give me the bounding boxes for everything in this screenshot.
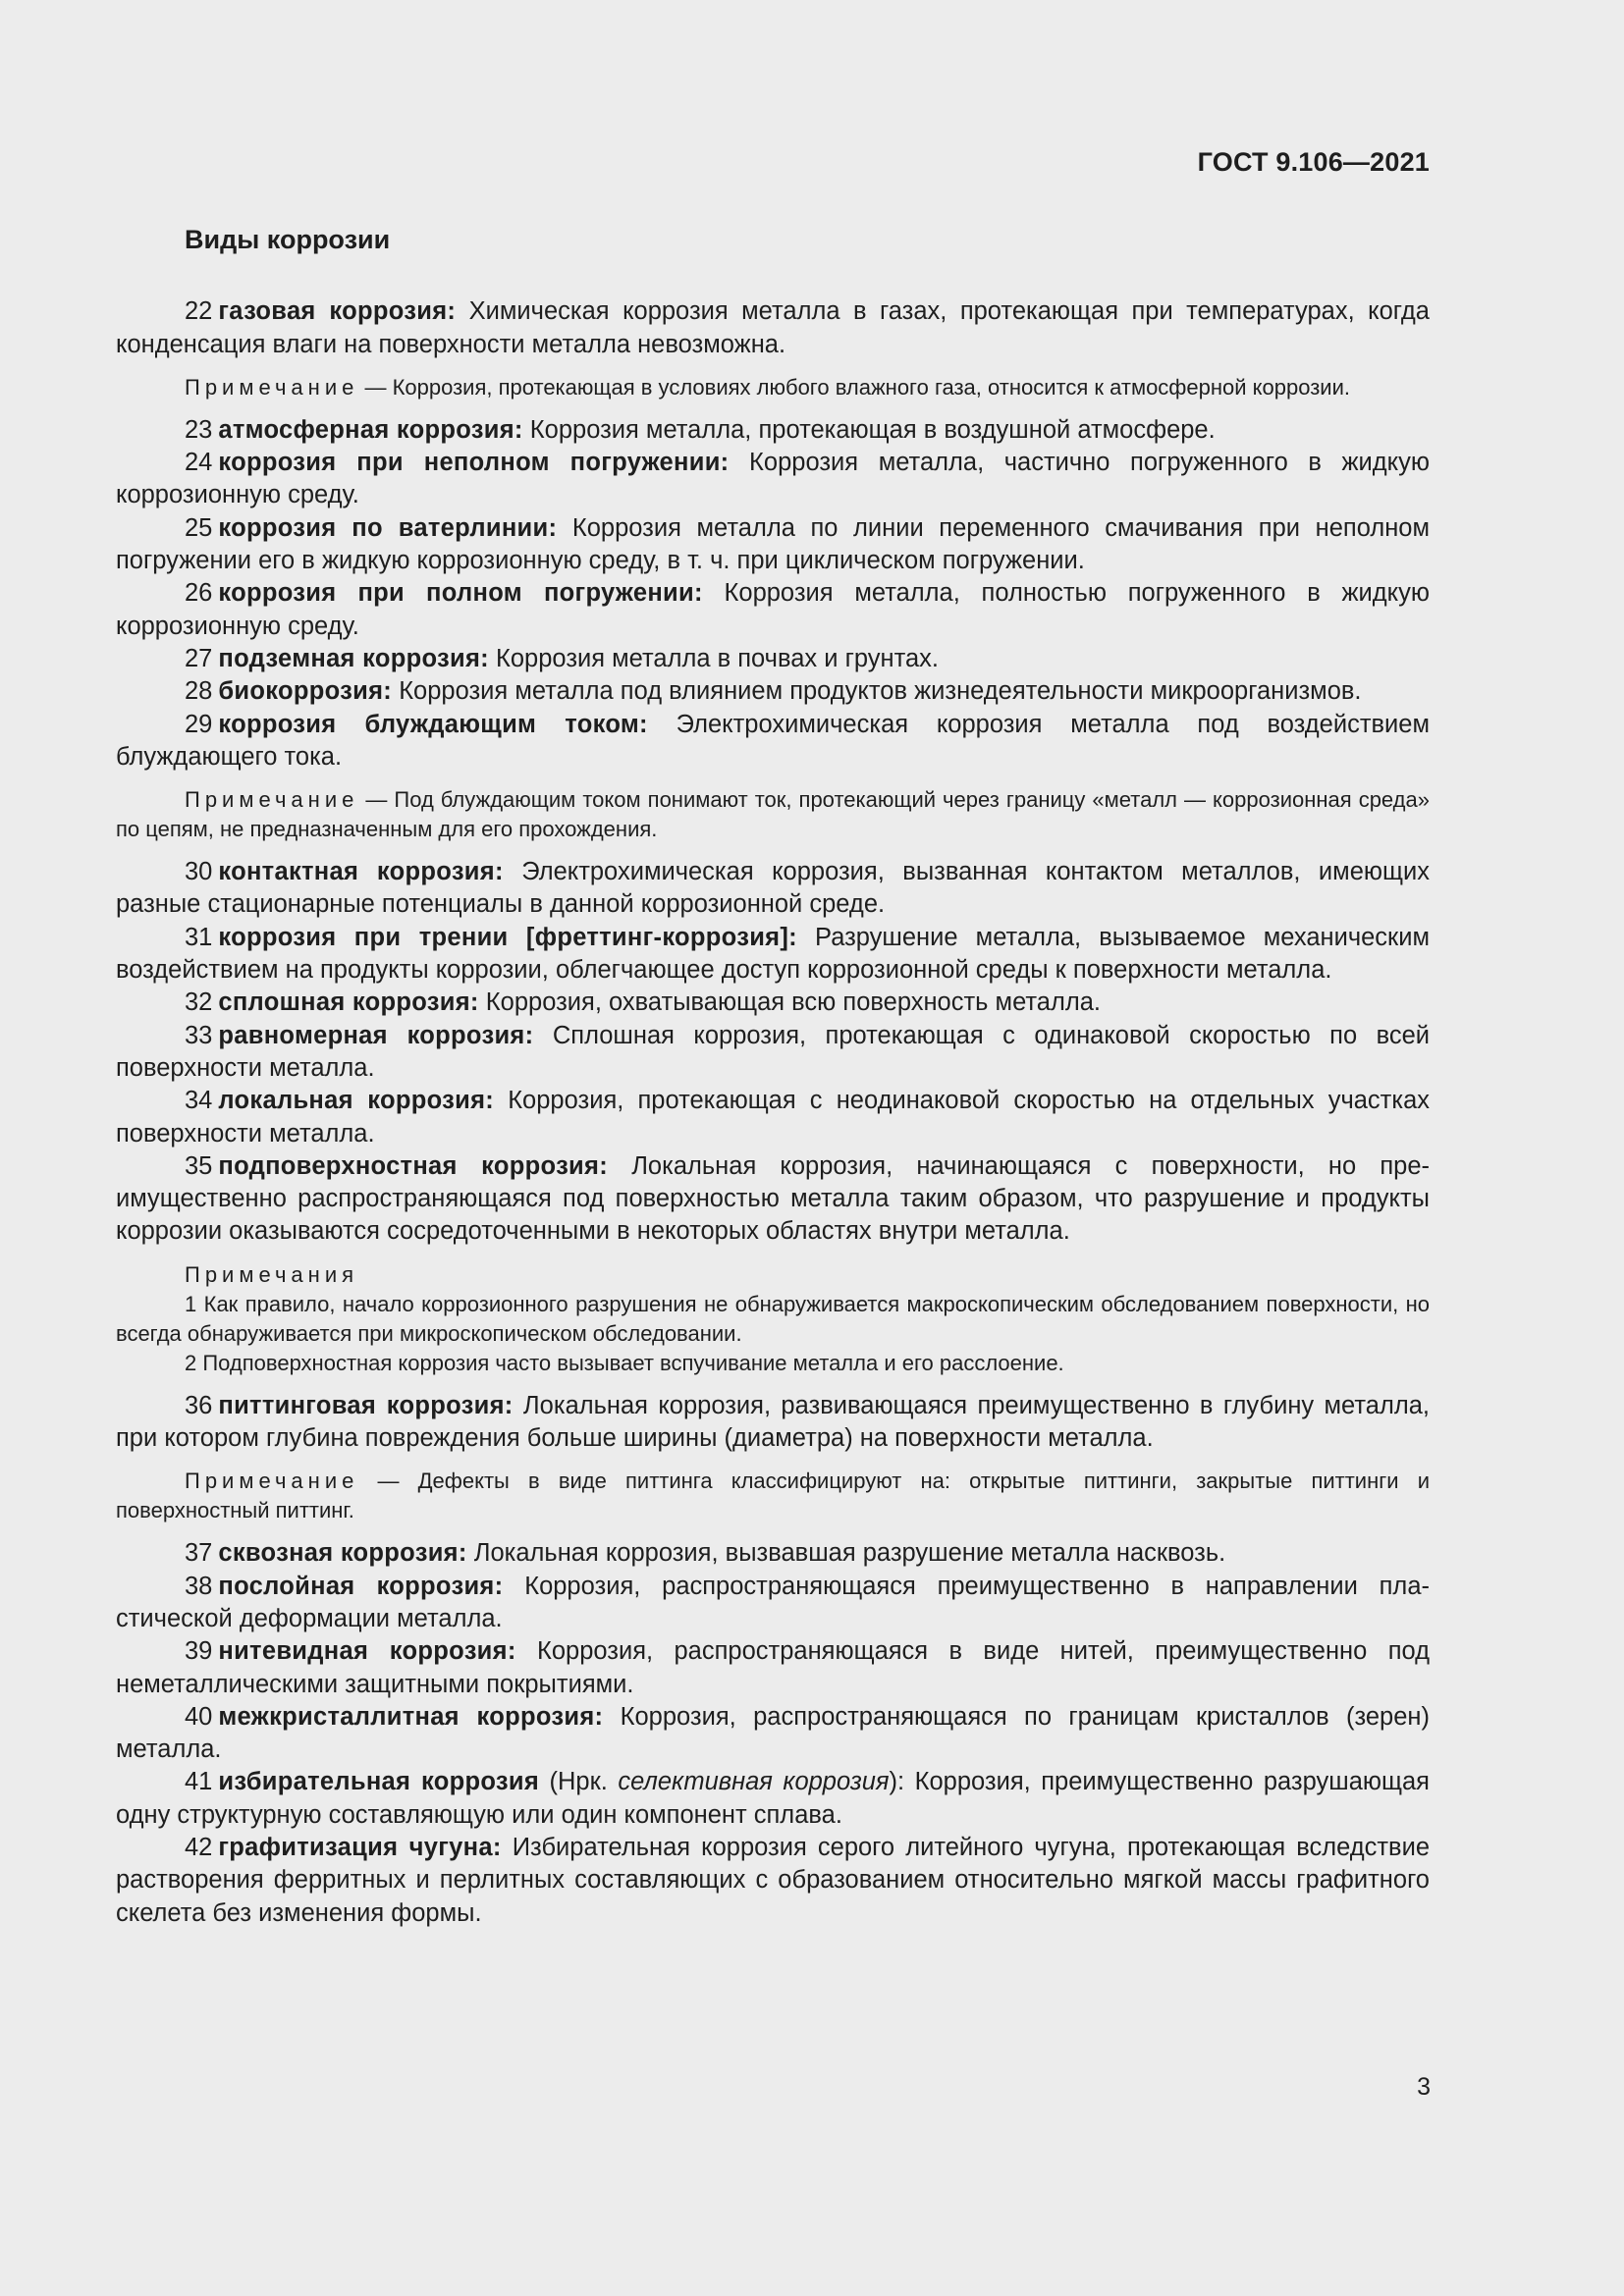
term-deprecated-synonym: селективная коррозия xyxy=(618,1768,890,1796)
term-name: биокоррозия: xyxy=(218,677,393,706)
term-30 xyxy=(116,856,1430,922)
term-34 xyxy=(116,1085,1430,1150)
term-number: 27 xyxy=(185,644,213,672)
term-definition: Коррозия металла, протекающая в воздушной атмосфере. xyxy=(522,415,1216,444)
term-definition: Коррозия металла в почвах и грунтах. xyxy=(488,644,940,672)
term-definition: Сплошная коррозия, протекающая с одинаковой скоростью по всей поверхности металла. xyxy=(116,1021,1430,1082)
term-number: 38 xyxy=(185,1572,213,1600)
term-name: сплошная коррозия: xyxy=(218,988,479,1017)
term-definition: Коррозия металла по линии переменного смачивания при неполном погружении его в жидкую коррозионную среду, в т. ч. при циклическом погружении. xyxy=(116,513,1430,575)
term-number: 36 xyxy=(185,1391,213,1419)
term-32 xyxy=(116,987,1430,1019)
term-number: 41 xyxy=(185,1768,213,1796)
note-item: 1 Как правило, начало коррозионного разрушения не обнаруживается макроскопическим обследованием поверхности, но всегда обнаруживается при микроскопическом обследовании. xyxy=(116,1291,1430,1346)
term-25 xyxy=(116,512,1430,578)
term-number: 37 xyxy=(185,1539,213,1568)
term-number: 22 xyxy=(185,297,213,326)
term-name: коррозия при полном погружении: xyxy=(218,579,703,608)
term-number: 26 xyxy=(185,579,213,608)
term-22 xyxy=(116,295,1430,361)
term-number: 32 xyxy=(185,988,213,1017)
term-definition: Электрохимическая коррозия, вызванная контактом металлов, имеющих разные стационарные потенциалы в данной коррозионной среде. xyxy=(116,858,1430,919)
term-definition: Разрушение металла, вызываемое механическим воздействием на продукты коррозии, облегчающее доступ коррозионной среды к поверхности металла. xyxy=(116,923,1430,985)
term-definition: Коррозия, распространяющаяся преимущественно в направлении пластической деформации металла. xyxy=(116,1572,1430,1632)
term-name: коррозия блуждающим током: xyxy=(218,710,648,738)
term-name: коррозия при неполном погружении: xyxy=(218,449,730,477)
term-name: контактная коррозия: xyxy=(218,858,504,886)
note-text: — Под блуждающим током понимают ток, протекающий через границу «металл — коррозионная среда» по цепям, не предназначенным для его прохождения. xyxy=(116,787,1430,842)
term-29 xyxy=(116,709,1430,774)
term-name: сквозная коррозия: xyxy=(218,1539,467,1568)
term-number: 23 xyxy=(185,415,213,444)
term-number: 29 xyxy=(185,710,213,738)
page-content xyxy=(116,224,1430,1930)
note-label: Примечание xyxy=(185,374,359,400)
page-number: 3 xyxy=(1417,2073,1431,2101)
term-definition: Коррозия металла, частично погруженного в жидкую коррозионную среду. xyxy=(116,449,1430,509)
term-definition: Локальная коррозия, развивающаяся преимущественно в глубину металла, при котором глубина повреждения больше ширины (диаметра) на поверхности металла. xyxy=(116,1391,1430,1453)
term-33 xyxy=(116,1020,1430,1086)
term-name: подповерхностная коррозия: xyxy=(218,1151,609,1180)
note-36 xyxy=(116,1467,1430,1525)
notes-label: Примечания xyxy=(185,1261,359,1287)
term-23 xyxy=(116,414,1430,447)
term-39 xyxy=(116,1635,1430,1701)
term-definition: Коррозия, распространяющаяся в виде нитей, преимущественно под неметаллическими защитными покрытиями. xyxy=(116,1637,1431,1698)
term-name: локальная коррозия: xyxy=(218,1087,495,1115)
term-27 xyxy=(116,643,1430,675)
term-name: послойная коррозия: xyxy=(218,1572,504,1600)
term-26 xyxy=(116,577,1430,643)
note-item: 2 Подповерхностная коррозия часто вызывает вспучивание металла и его расслоение. xyxy=(185,1350,1064,1375)
term-definition: Коррозия металла под влиянием продуктов жизнедеятельности микроорганизмов. xyxy=(392,677,1362,706)
term-number: 39 xyxy=(185,1637,213,1666)
term-number: 24 xyxy=(185,449,213,477)
term-definition: Коррозия, протекающая с неодинаковой скоростью на отдельных участках поверхности металла. xyxy=(116,1087,1430,1148)
term-38 xyxy=(116,1571,1430,1636)
note-label: Примечание xyxy=(185,1468,359,1494)
notes-35 xyxy=(116,1260,1430,1378)
term-42 xyxy=(116,1832,1430,1930)
term-definition: Локальная коррозия, вызвавшая разрушение металла насквозь. xyxy=(466,1539,1226,1568)
term-number: 34 xyxy=(185,1087,213,1115)
note-22 xyxy=(116,373,1430,402)
term-36 xyxy=(116,1390,1430,1456)
term-prefix: (Нрк. xyxy=(539,1768,619,1796)
term-name: атмосферная коррозия: xyxy=(218,415,523,444)
term-name: межкристаллитная коррозия: xyxy=(218,1702,604,1731)
term-name: коррозия по ватерлинии: xyxy=(218,513,558,542)
term-name: подземная коррозия: xyxy=(218,644,489,672)
term-number: 28 xyxy=(185,677,213,706)
term-number: 31 xyxy=(185,923,213,951)
term-28 xyxy=(116,675,1430,708)
term-name: питтинговая коррозия: xyxy=(218,1391,514,1419)
term-name: графитизация чугуна: xyxy=(218,1833,502,1861)
term-40 xyxy=(116,1701,1430,1767)
term-name: газовая коррозия: xyxy=(218,297,457,326)
note-label: Примечание xyxy=(185,787,359,813)
term-name: коррозия при трении [фреттинг-коррозия]: xyxy=(218,923,797,951)
term-definition: Коррозия, распространяющаяся по границам кристаллов (зерен) металла. xyxy=(116,1702,1430,1764)
term-definition: Избирательная коррозия серого литейного чугуна, протекающая вследствие растворения ферритных и перлитных составляющих с образованием относительно мягкой массы графитного скелета без изменения формы. xyxy=(116,1833,1431,1927)
term-definition: Коррозия металла, полностью погруженного в жидкую коррозионную среду. xyxy=(116,579,1430,640)
term-definition: ): Коррозия, преимущественно разрушающая одну структурную составляющую или один компонент сплава. xyxy=(116,1768,1430,1829)
note-29 xyxy=(116,785,1430,844)
term-name: равномерная коррозия: xyxy=(218,1021,534,1049)
term-number: 42 xyxy=(185,1833,213,1861)
term-definition: Локальная коррозия, начинающаяся с поверхности, но преимущественно распространяющаяся под поверхностью металла таким образом, что разрушение и продукты коррозии оказываются сосредоточенными в некоторых областях внутри металла. xyxy=(116,1151,1431,1246)
term-name: избирательная коррозия xyxy=(218,1768,540,1796)
section-title: Виды коррозии xyxy=(185,225,391,254)
note-text: — Дефекты в виде питтинга классифицируют на: открытые питтинги, закрытые питтинги и поверхностный питтинг. xyxy=(116,1468,1430,1523)
note-text: — Коррозия, протекающая в условиях любого влажного газа, относится к атмосферной коррозии. xyxy=(358,374,1351,400)
term-number: 40 xyxy=(185,1702,213,1731)
term-name: нитевидная коррозия: xyxy=(218,1637,516,1666)
document-code: ГОСТ 9.106—2021 xyxy=(1197,147,1430,177)
term-definition: Электрохимическая коррозия металла под воздействием блуждающего тока. xyxy=(116,710,1430,771)
term-definition: Химическая коррозия металла в газах, протекающая при температурах, когда конденсация влаги на поверхности металла невозможна. xyxy=(116,297,1430,358)
term-number: 33 xyxy=(185,1021,213,1049)
term-number: 35 xyxy=(185,1151,213,1180)
term-31 xyxy=(116,922,1430,988)
term-24 xyxy=(116,447,1430,512)
term-41 xyxy=(116,1766,1430,1832)
term-definition: Коррозия, охватывающая всю поверхность металла. xyxy=(478,988,1101,1017)
term-37 xyxy=(116,1537,1430,1570)
term-number: 30 xyxy=(185,858,213,886)
term-35 xyxy=(116,1150,1430,1249)
term-number: 25 xyxy=(185,513,213,542)
